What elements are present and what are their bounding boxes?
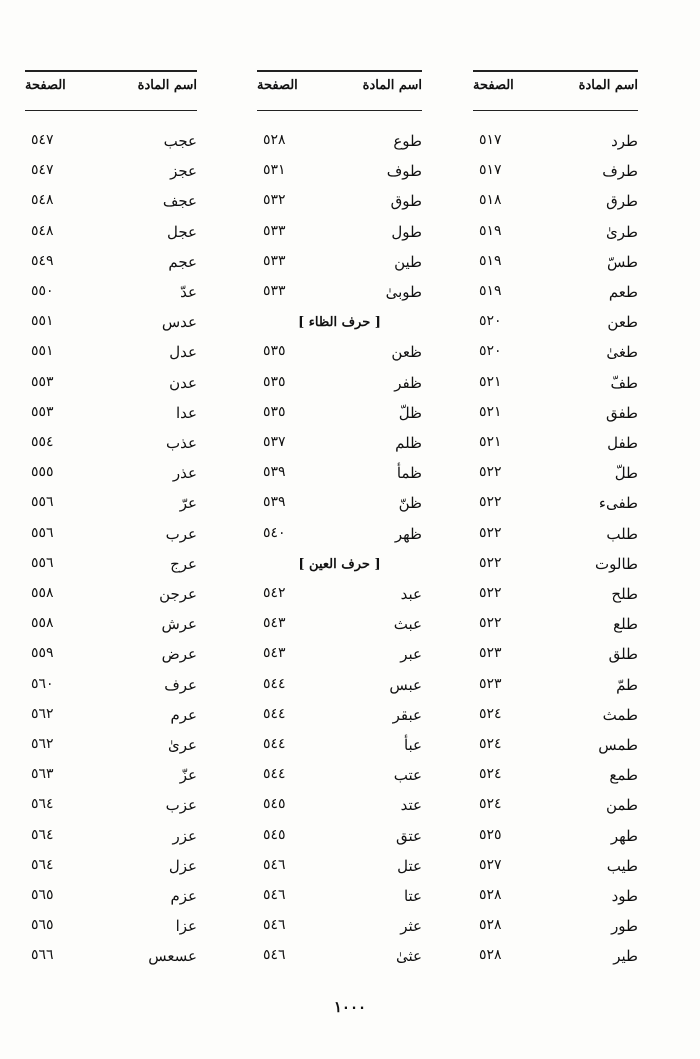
entry-term: عزم: [170, 887, 197, 905]
entry-term: طلّ: [614, 464, 638, 483]
entry-page-number: ٥٥٣: [31, 403, 54, 420]
entry-page-number: ٥٢٢: [479, 464, 502, 481]
entry-page-number: ٥٣٣: [263, 283, 286, 299]
entry-term: طلق: [608, 645, 638, 664]
entry-page-number: ٥٣٣: [263, 222, 286, 239]
index-entry: [25, 947, 197, 977]
entry-page-number: ٥٥٣: [31, 373, 54, 390]
entry-term: عجف: [162, 192, 197, 211]
entry-page-number: ٥٤٦: [263, 947, 286, 964]
entry-page-number: ٥٤٤: [263, 675, 286, 692]
entry-term: عرش: [161, 615, 197, 634]
entry-page-number: ٥٢١: [479, 434, 502, 450]
entry-term: عزر: [172, 826, 197, 845]
index-entry: [473, 283, 638, 313]
entry-term: طسّ: [606, 252, 638, 271]
entry-page-number: ٥٢١: [479, 403, 502, 420]
header-page: الصفحة: [25, 78, 66, 93]
index-entry: [25, 555, 197, 585]
index-entry: [473, 374, 638, 404]
entry-page-number: ٥٦٤: [31, 856, 54, 873]
entry-term: طفىء: [598, 494, 638, 513]
index-entry: [473, 827, 638, 857]
entry-term: ظفر: [394, 373, 422, 392]
entry-page-number: ٥١٩: [479, 283, 502, 299]
entry-page-number: ٥٦٢: [31, 736, 54, 752]
index-entry: [257, 615, 422, 645]
index-entry: [473, 857, 638, 887]
entry-term: طوع: [393, 132, 422, 150]
index-entry: [473, 253, 638, 283]
entry-term: عبقر: [392, 705, 422, 724]
entry-page-number: ٥٢٤: [479, 736, 502, 752]
entry-page-number: ٥٢٧: [479, 856, 502, 873]
index-entry: [257, 706, 422, 736]
entry-page-number: ٥٤٧: [31, 162, 54, 179]
index-entry: [473, 343, 638, 373]
entry-page-number: ٥٤٢: [263, 585, 286, 601]
entry-term: عبأ: [403, 736, 422, 754]
index-entry: [25, 887, 197, 917]
index-entry: [257, 464, 422, 494]
entry-term: طرىٰ: [606, 222, 638, 241]
index-entry: [473, 555, 638, 585]
entry-term: عرجن: [159, 585, 197, 603]
entry-page-number: ٥١٨: [479, 192, 502, 209]
entry-page-number: ٥٣٥: [263, 403, 286, 420]
index-entry: [25, 585, 197, 615]
index-entry: [473, 676, 638, 706]
index-entry: [473, 525, 638, 555]
index-entry: [257, 676, 422, 706]
entry-page-number: ٥٢٥: [479, 826, 502, 843]
index-entry: [257, 283, 422, 313]
entry-term: طرق: [606, 192, 638, 211]
entry-page-number: ٥٥٦: [31, 554, 54, 571]
index-entry: [25, 706, 197, 736]
index-entry: [473, 404, 638, 434]
index-entry: [257, 887, 422, 917]
entry-term: عرىٰ: [168, 736, 197, 754]
index-entry: [257, 494, 422, 524]
entry-term: عتد: [400, 796, 422, 815]
entry-page-number: ٥٦٠: [31, 675, 54, 692]
entry-page-number: ٥٢٢: [479, 585, 502, 601]
index-entry: [257, 434, 422, 464]
index-entry: [257, 525, 422, 555]
entry-page-number: ٥٤٤: [263, 705, 286, 722]
entry-term: طعم: [608, 283, 638, 301]
entry-term: عتق: [396, 826, 422, 845]
index-entry: [257, 223, 422, 253]
index-entry: [257, 404, 422, 434]
entry-term: ظلّ: [398, 403, 422, 422]
index-entry: [25, 645, 197, 675]
entry-page-number: ٥٢٤: [479, 705, 502, 722]
entry-page-number: ٥١٩: [479, 252, 502, 269]
entry-term: طغىٰ: [606, 343, 638, 362]
entry-page-number: ٥٥١: [31, 343, 54, 360]
entry-page-number: ٥٣٩: [263, 494, 286, 511]
index-entry: [25, 283, 197, 313]
entry-page-number: ٥٢٨: [479, 887, 502, 903]
entry-page-number: ٥٥٨: [31, 585, 54, 601]
entry-term: طمس: [598, 736, 638, 754]
section-heading: [ حرف العين ]: [298, 556, 381, 572]
entry-term: عرض: [161, 645, 197, 664]
entry-term: عدل: [169, 343, 197, 362]
entry-term: طهر: [610, 826, 638, 845]
index-entry: [25, 766, 197, 796]
entry-term: ظلم: [395, 434, 422, 452]
entry-term: عرّ: [179, 494, 197, 513]
entry-page-number: ٥٢٤: [479, 766, 502, 783]
entry-page-number: ٥٢٣: [479, 675, 502, 692]
index-entry: [473, 223, 638, 253]
index-entry: [25, 464, 197, 494]
index-entry: [473, 917, 638, 947]
index-entry: [257, 796, 422, 826]
entry-page-number: ٥٥٥: [31, 464, 54, 481]
entry-page-number: ٥٤٧: [31, 132, 54, 148]
entry-term: طفق: [605, 403, 638, 422]
index-entry: [257, 917, 422, 947]
header-bottom-rule: [257, 110, 422, 111]
entry-term: طوف: [386, 162, 422, 181]
entry-term: عبث: [393, 615, 422, 634]
entry-page-number: ٥١٩: [479, 222, 502, 239]
entry-page-number: ٥٢١: [479, 373, 502, 390]
index-entry: [257, 947, 422, 977]
entry-term: عذر: [172, 464, 197, 483]
entry-page-number: ٥٥٤: [31, 434, 54, 450]
entry-term: عجب: [163, 132, 197, 150]
entry-page-number: ٥٤٥: [263, 796, 286, 813]
entry-page-number: ٥٣١: [263, 162, 286, 179]
entry-term: طمث: [602, 705, 638, 724]
entry-page-number: ٥٢٨: [479, 917, 502, 934]
entry-term: عدّ: [180, 283, 197, 301]
header-bottom-rule: [25, 110, 197, 111]
index-entry: [25, 796, 197, 826]
index-entry: [473, 494, 638, 524]
index-entry: [473, 132, 638, 162]
entry-page-number: ٥٤٥: [263, 826, 286, 843]
index-entry: [257, 585, 422, 615]
header-bottom-rule: [473, 110, 638, 111]
index-entry: [257, 827, 422, 857]
index-entry: [25, 615, 197, 645]
index-entry: [473, 585, 638, 615]
index-entry: [473, 645, 638, 675]
index-entry: [25, 374, 197, 404]
index-entry: [25, 857, 197, 887]
entry-page-number: ٥٥٩: [31, 645, 54, 662]
header-term: اسم المادة: [137, 78, 197, 93]
entry-term: طور: [611, 917, 638, 936]
index-entry: [25, 343, 197, 373]
entry-page-number: ٥٢٢: [479, 494, 502, 511]
entry-page-number: ٥٥٨: [31, 615, 54, 632]
entry-page-number: ٥٢٠: [479, 313, 502, 330]
entry-page-number: ٥١٧: [479, 132, 502, 148]
entry-page-number: ٥٢٢: [479, 524, 502, 541]
entry-page-number: ٥٦٥: [31, 917, 54, 934]
entry-page-number: ٥٤٣: [263, 645, 286, 662]
entry-term: ظنّ: [398, 494, 422, 513]
entry-page-number: ٥٥٠: [31, 283, 54, 299]
entry-term: عجم: [168, 252, 197, 271]
entry-term: طمع: [609, 766, 638, 785]
entry-term: عبر: [400, 645, 422, 664]
entry-page-number: ٥٤٤: [263, 736, 286, 752]
index-entry: [25, 404, 197, 434]
entry-page-number: ٥٢٨: [479, 947, 502, 964]
entry-page-number: ٥٣٥: [263, 373, 286, 390]
entry-term: عتا: [403, 887, 422, 905]
entry-term: عبد: [400, 585, 422, 603]
index-entry: [473, 615, 638, 645]
header-page: الصفحة: [257, 78, 298, 93]
entry-term: عدس: [161, 313, 197, 332]
header-term: اسم المادة: [362, 78, 422, 93]
page-number: ١٠٠٠: [333, 998, 367, 1016]
index-entry: [25, 162, 197, 192]
index-entry: [257, 343, 422, 373]
entry-term: عدن: [169, 373, 197, 392]
entry-term: طفل: [607, 434, 638, 452]
entry-term: ظهر: [394, 524, 422, 543]
entry-page-number: ٥٣٣: [263, 252, 286, 269]
index-entry: [25, 676, 197, 706]
header-term: اسم المادة: [578, 78, 638, 93]
entry-term: طلب: [606, 524, 638, 543]
header-top-rule: [25, 70, 197, 72]
index-entry: [25, 253, 197, 283]
index-entry: [473, 736, 638, 766]
entry-page-number: ٥٣٢: [263, 192, 286, 209]
index-entry: [257, 253, 422, 283]
index-entry: [473, 796, 638, 826]
entry-term: طالوت: [595, 554, 638, 573]
entry-term: عزا: [175, 917, 197, 936]
entry-page-number: ٥٢٤: [479, 796, 502, 813]
entry-term: طلع: [613, 615, 638, 634]
entry-term: عثىٰ: [396, 947, 422, 966]
entry-term: طرد: [611, 132, 638, 150]
header-page: الصفحة: [473, 78, 514, 93]
entry-page-number: ٥٣٧: [263, 434, 286, 450]
entry-term: عذب: [166, 434, 197, 452]
entry-page-number: ٥٣٩: [263, 464, 286, 481]
section-heading: [ حرف الظاء ]: [298, 315, 381, 331]
index-entry: [25, 434, 197, 464]
index-entry: [257, 766, 422, 796]
entry-page-number: ٥١٧: [479, 162, 502, 179]
entry-term: طير: [613, 947, 638, 966]
entry-term: طود: [611, 887, 638, 905]
header-top-rule: [473, 70, 638, 72]
header-top-rule: [257, 70, 422, 72]
index-entry: [25, 736, 197, 766]
entry-term: طوبىٰ: [385, 283, 422, 301]
entry-page-number: ٥٢٢: [479, 554, 502, 571]
entry-page-number: ٥٤٣: [263, 615, 286, 632]
entry-term: عثر: [400, 917, 422, 936]
entry-page-number: ٥٢٣: [479, 645, 502, 662]
entry-page-number: ٥٦٥: [31, 887, 54, 903]
index-entry: [25, 827, 197, 857]
entry-term: طعن: [607, 313, 638, 332]
entry-page-number: ٥٦٤: [31, 826, 54, 843]
index-entry: [473, 766, 638, 796]
entry-page-number: ٥٢٠: [479, 343, 502, 360]
entry-term: عزب: [165, 796, 197, 815]
entry-term: عرم: [170, 705, 197, 724]
entry-term: عزّ: [179, 766, 197, 785]
index-entry: [257, 162, 422, 192]
entry-page-number: ٥٤٦: [263, 856, 286, 873]
entry-term: طمّ: [616, 675, 638, 694]
index-entry: [25, 494, 197, 524]
index-entry: [25, 313, 197, 343]
entry-page-number: ٥٤٨: [31, 192, 54, 209]
entry-term: طين: [394, 252, 422, 271]
entry-term: عسعس: [148, 947, 197, 966]
entry-term: ظعن: [391, 343, 422, 362]
index-entry: [25, 223, 197, 253]
entry-term: طول: [391, 222, 422, 241]
entry-page-number: ٥٤٩: [31, 252, 54, 269]
entry-page-number: ٥٤٨: [31, 222, 54, 239]
entry-term: طوق: [390, 192, 422, 211]
entry-term: ظمأ: [396, 464, 422, 483]
entry-term: عرف: [164, 675, 197, 694]
entry-term: عجز: [170, 162, 197, 181]
index-entry: [25, 917, 197, 947]
entry-term: عدا: [176, 403, 197, 422]
entry-page-number: ٥٤٤: [263, 766, 286, 783]
index-entry: [25, 192, 197, 222]
entry-term: عزل: [168, 856, 197, 875]
index-entry: [257, 374, 422, 404]
entry-term: عجل: [167, 222, 197, 241]
entry-term: طلح: [611, 585, 638, 603]
entry-term: طمن: [605, 796, 638, 815]
entry-page-number: ٥٥١: [31, 313, 54, 330]
index-entry: [257, 192, 422, 222]
index-entry: [473, 706, 638, 736]
index-entry: [473, 887, 638, 917]
index-entry: [473, 947, 638, 977]
entry-page-number: ٥٣٥: [263, 343, 286, 360]
index-entry: [257, 132, 422, 162]
entry-page-number: ٥٦٣: [31, 766, 54, 783]
entry-page-number: ٥٢٨: [263, 132, 286, 148]
entry-term: طفّ: [610, 373, 638, 392]
entry-page-number: ٥٦٢: [31, 705, 54, 722]
entry-page-number: ٥٥٦: [31, 524, 54, 541]
index-entry: [473, 313, 638, 343]
entry-term: عرج: [170, 554, 197, 573]
index-entry: [473, 192, 638, 222]
index-entry: [473, 162, 638, 192]
entry-page-number: ٥٦٦: [31, 947, 54, 964]
index-entry: [25, 132, 197, 162]
index-entry: [473, 434, 638, 464]
index-entry: [257, 645, 422, 675]
index-entry: [473, 464, 638, 494]
index-entry: [25, 525, 197, 555]
entry-page-number: ٥٤٦: [263, 887, 286, 903]
entry-term: طرف: [602, 162, 638, 181]
index-entry: [257, 857, 422, 887]
entry-term: طيب: [606, 856, 638, 875]
entry-page-number: ٥٦٤: [31, 796, 54, 813]
entry-term: عتب: [393, 766, 422, 785]
entry-page-number: ٥٢٢: [479, 615, 502, 632]
index-entry: [257, 736, 422, 766]
entry-term: عتل: [397, 856, 422, 875]
entry-page-number: ٥٥٦: [31, 494, 54, 511]
entry-term: عرب: [165, 524, 197, 543]
entry-page-number: ٥٤٠: [263, 524, 286, 541]
entry-page-number: ٥٤٦: [263, 917, 286, 934]
entry-term: عبس: [389, 675, 422, 694]
